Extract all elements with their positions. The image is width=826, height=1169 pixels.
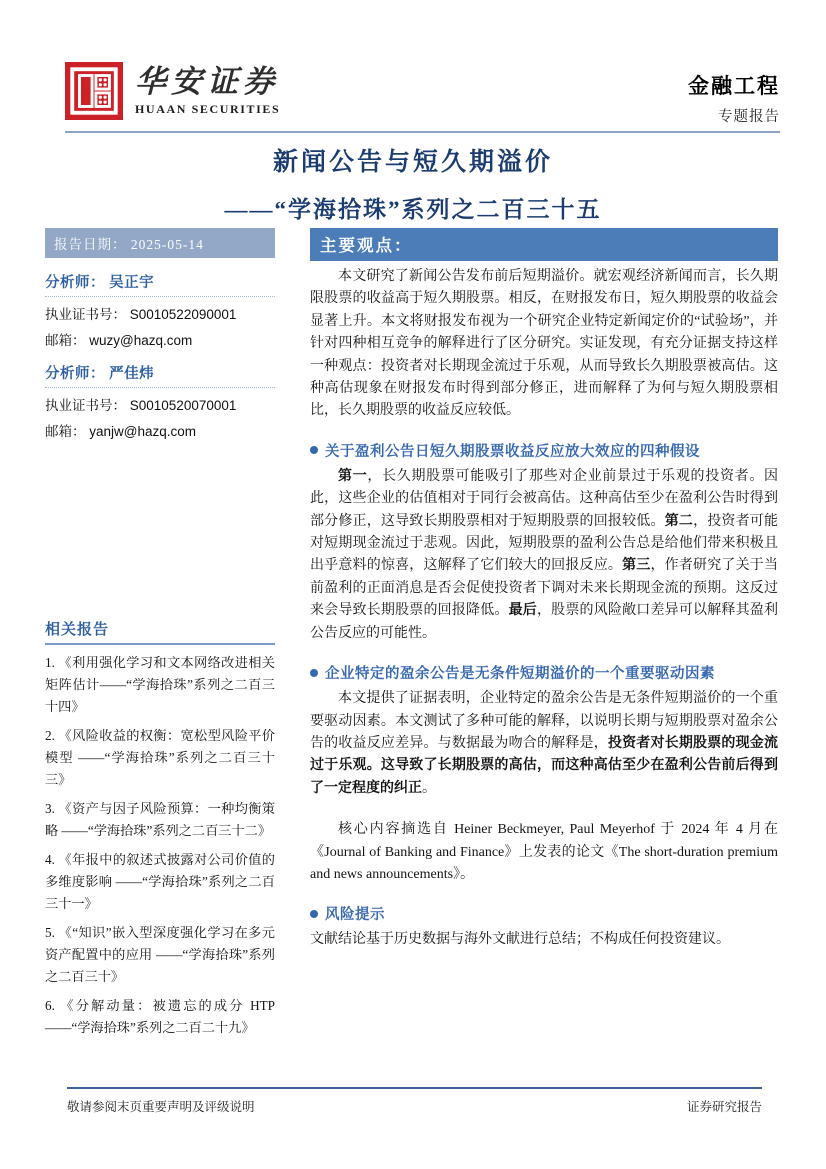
cert-number: S0010520070001 xyxy=(129,398,237,413)
section-2-heading xyxy=(310,662,778,683)
spacer xyxy=(310,800,778,814)
report-date-label: 报告日期： xyxy=(54,237,127,252)
header-divider xyxy=(65,131,780,133)
report-type: 专题报告 xyxy=(718,109,780,125)
report-title: 新闻公告与短久期溢价 xyxy=(272,149,553,176)
key-points-bar: 主要观点： xyxy=(310,228,778,261)
related-report-item: 2. 《风险收益的权衡：宽松型风险平价模型 ——“学海拾珠”系列之二百三十三》 xyxy=(45,728,275,787)
analyst-role-label: 分析师： xyxy=(45,275,105,291)
analyst-name-row xyxy=(45,271,275,297)
main-content xyxy=(310,228,778,1039)
page-footer xyxy=(67,1097,762,1115)
sidebar xyxy=(45,228,275,1039)
email-value: yanjw@hazq.com xyxy=(89,424,197,439)
related-report-item: 6. 《分解动量：被遗忘的成分 HTP ——“学海拾珠”系列之二百二十九》 xyxy=(45,998,275,1035)
footer-disclaimer: 敬请参阅末页重要声明及评级说明 xyxy=(67,1100,255,1114)
related-report-item: 1. 《利用强化学习和文本网络改进相关矩阵估计——“学海拾珠”系列之二百三十四》 xyxy=(45,655,275,714)
report-date-bar xyxy=(45,228,275,258)
report-category: 金融工程 xyxy=(688,74,780,98)
report-subtitle: ——“学海拾珠”系列之二百三十五 xyxy=(224,197,602,222)
email-label: 邮箱： xyxy=(45,424,86,439)
analyst-name-row xyxy=(45,362,275,388)
analyst-list xyxy=(45,271,275,440)
intro-paragraph: 本文研究了新闻公告发布前后短期溢价。就宏观经济新闻而言，长久期限股票的收益高于短久期股票。相反，在财报发布日，短久期股票的收益会显著上升。本文将财报发布视为一个研究企业特定新闻定价的“试验场”，并针对四种相互竞争的解释进行了区分研究。实证发现，有充分证据支持这样一种观点：投资者对长期现金流过于乐观，从而导致长久期股票被高估。这种高估现象在财报发布时得到部分修正，进而解释了为何与短久期股票相比，长久期股票的收益反应较低。 xyxy=(310,269,778,419)
related-report-item: 4. 《年报中的叙述式披露对公司价值的多维度影响 ——“学海拾珠”系列之二百三十一》 xyxy=(45,852,275,911)
analyst-name: 吴正宇 xyxy=(109,275,155,291)
huaan-emblem-icon xyxy=(65,62,123,120)
report-date-value: 2025-05-14 xyxy=(130,237,204,252)
source-paragraph: 核心内容摘选自 Heiner Beckmeyer, Paul Meyerhof 于 2024 年 4 月在《Journal of Banking and Finance》上发表的论文《The short-duration premium and news announcements》。 xyxy=(310,822,778,882)
body-columns xyxy=(45,228,778,1039)
bullet-icon xyxy=(310,446,318,454)
huaan-logo xyxy=(65,62,280,120)
analyst-cert-row xyxy=(45,394,275,414)
analyst-email-row xyxy=(45,420,275,440)
bullet-icon xyxy=(310,910,318,918)
logo-text xyxy=(135,65,280,117)
related-reports-list xyxy=(45,652,275,1039)
section-2-paragraph: 本文提供了证据表明，企业特定的盈余公告是无条件短期溢价的一个重要驱动因素。本文测试了多种可能的解释，以说明长期与短期股票对盈余公告的收益反应差异。与数据最为吻合的解释是，投资者对长期股票的现金流过于乐观。这导致了长期股票的高估，而这种高估至少在盈利公告前后得到了一定程度的纠正。 xyxy=(310,691,778,796)
footer-report-label: 证券研究报告 xyxy=(686,1100,762,1114)
footer-divider xyxy=(67,1087,762,1089)
risk-paragraph: 文献结论基于历史数据与海外文献进行总结；不构成任何投资建议。 xyxy=(310,932,730,948)
related-reports-heading: 相关报告 xyxy=(45,618,275,645)
bullet-icon xyxy=(310,669,318,677)
related-report-item: 3. 《资产与因子风险预算：一种均衡策略 ——“学海拾珠”系列之二百三十二》 xyxy=(45,801,275,838)
analyst-cert-row xyxy=(45,303,275,323)
cert-label: 执业证书号： xyxy=(45,307,126,322)
section-2-heading-text: 企业特定的盈余公告是无条件短期溢价的一个重要驱动因素 xyxy=(325,666,715,683)
email-value: wuzy@hazq.com xyxy=(89,333,193,348)
header-right xyxy=(688,62,780,126)
cert-label: 执业证书号： xyxy=(45,398,126,413)
risk-heading xyxy=(310,903,778,924)
analyst-email-row xyxy=(45,329,275,349)
related-reports xyxy=(45,618,275,1039)
cert-number: S0010522090001 xyxy=(129,307,237,322)
analyst-block xyxy=(45,362,275,440)
logo-cn-name: 华安证券 xyxy=(135,63,279,99)
analyst-name: 严佳炜 xyxy=(109,366,155,382)
section-1-heading xyxy=(310,440,778,461)
section-1-paragraph: 第一，长久期股票可能吸引了那些对企业前景过于乐观的投资者。因此，这些企业的估值相对于同行会被高估。这种高估至少在盈利公告时得到部分修正，这导致长期股票相对于短期股票的回报较低。第二，投资者可能对短期现金流过于悲观。因此，短期股票的盈利公告总是给他们带来积极且出乎意料的惊喜，这解释了它们较大的回报反应。第三，作者研究了关于当前盈利的正面消息是否会促使投资者下调对未来长期现金流的预期。这反过来会导致长期股票的回报降低。最后，股票的风险敞口差异可以解释其盈利公告反应的可能性。 xyxy=(310,468,779,641)
section-1-heading-text: 关于盈利公告日短久期股票收益反应放大效应的四种假设 xyxy=(325,443,700,460)
risk-heading-text: 风险提示 xyxy=(325,907,385,924)
analyst-block xyxy=(45,271,275,349)
email-label: 邮箱： xyxy=(45,333,86,348)
analyst-role-label: 分析师： xyxy=(45,366,105,382)
page-header xyxy=(65,62,780,126)
related-report-item: 5. 《“知识”嵌入型深度强化学习在多元资产配置中的应用 ——“学海拾珠”系列之二百三十》 xyxy=(45,925,275,984)
title-block xyxy=(0,142,826,224)
logo-en-name: HUAAN SECURITIES xyxy=(135,102,281,117)
